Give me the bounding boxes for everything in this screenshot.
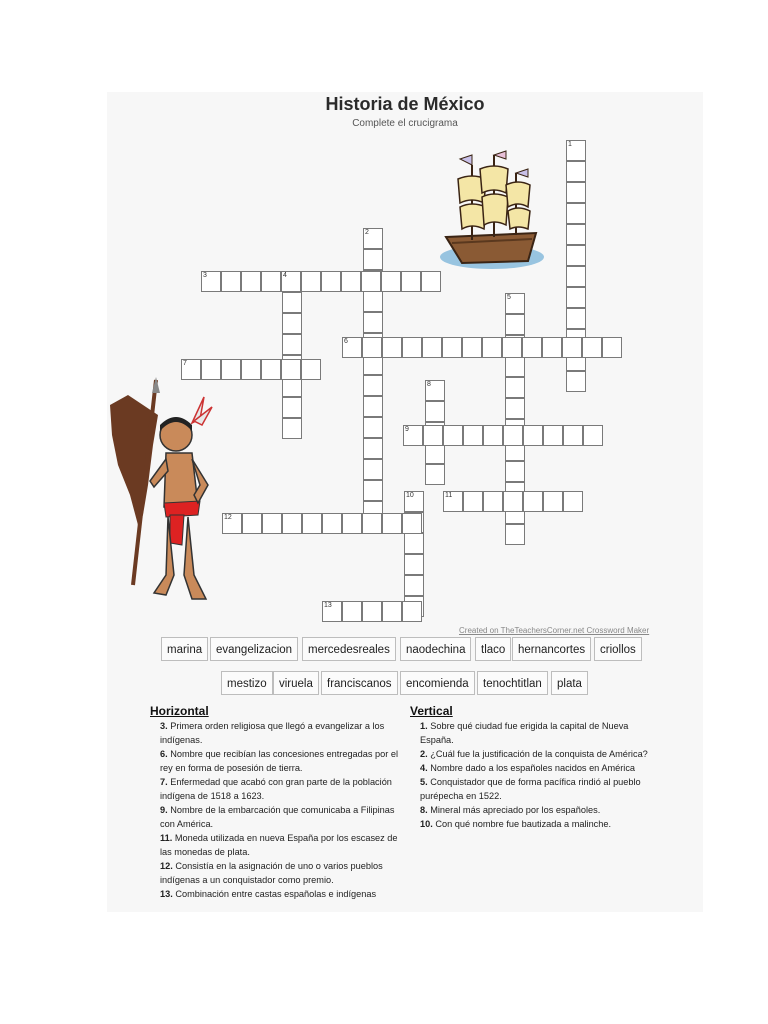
- clue-number: 2: [365, 229, 369, 236]
- cell[interactable]: [425, 443, 445, 464]
- cell[interactable]: [362, 337, 382, 358]
- clue-number: 8: [427, 381, 431, 388]
- cell[interactable]: [505, 461, 525, 482]
- cell[interactable]: [562, 337, 582, 358]
- cell[interactable]: [425, 464, 445, 485]
- cell[interactable]: [543, 491, 563, 512]
- cell[interactable]: [363, 480, 383, 501]
- cell[interactable]: [502, 337, 522, 358]
- clue-item: 2. ¿Cuál fue la justificación de la conquista de América?: [420, 749, 648, 759]
- cell[interactable]: [363, 396, 383, 417]
- word-bank-item: mestizo: [221, 671, 273, 695]
- cell[interactable]: [402, 601, 422, 622]
- cell[interactable]: [362, 601, 382, 622]
- word-bank-item: tlaco: [475, 637, 511, 661]
- vertical-heading: Vertical: [410, 704, 453, 718]
- cell[interactable]: [382, 513, 402, 534]
- cell[interactable]: [462, 337, 482, 358]
- vertical-clue-list: [420, 719, 660, 831]
- cell[interactable]: [282, 418, 302, 439]
- clue-item: 12. Consistía en la asignación de uno o varios pueblos indígenas a un conquistador como premio.: [160, 861, 383, 885]
- clue-item: 13. Combinación entre castas españolas e indígenas: [160, 889, 377, 899]
- cell[interactable]: [221, 271, 241, 292]
- word-bank-item: criollos: [594, 637, 642, 661]
- horizontal-heading: Horizontal: [150, 704, 209, 718]
- cell[interactable]: [363, 291, 383, 312]
- word-bank-item: encomienda: [400, 671, 475, 695]
- cell[interactable]: [505, 398, 525, 419]
- clue-item: 5. Conquistador que de forma pacífica rindió al pueblo purépecha en 1522.: [420, 777, 641, 801]
- cell[interactable]: [302, 513, 322, 534]
- cell[interactable]: [282, 334, 302, 355]
- word-bank-item: hernancortes: [512, 637, 591, 661]
- clue-item: 1. Sobre qué ciudad fue erigida la capital de Nueva España.: [420, 721, 629, 745]
- cell[interactable]: [341, 271, 361, 292]
- cell[interactable]: [363, 438, 383, 459]
- clue-item: 9. Nombre de la embarcación que comunicaba a Filipinas con América.: [160, 805, 395, 829]
- cell[interactable]: [463, 491, 483, 512]
- cell[interactable]: [281, 359, 301, 380]
- cell[interactable]: [483, 491, 503, 512]
- clue-item: 6. Nombre que recibían las concesiones entregadas por el rey en forma de posesión de tierra.: [160, 749, 399, 773]
- cell[interactable]: [301, 359, 321, 380]
- cell[interactable]: [282, 513, 302, 534]
- cell[interactable]: [583, 425, 603, 446]
- word-bank-item: evangelizacion: [210, 637, 298, 661]
- cell[interactable]: [523, 491, 543, 512]
- cell[interactable]: [382, 601, 402, 622]
- cell[interactable]: [363, 417, 383, 438]
- cell[interactable]: [361, 271, 381, 292]
- cell[interactable]: [282, 313, 302, 334]
- word-bank-item: viruela: [273, 671, 319, 695]
- cell[interactable]: [321, 271, 341, 292]
- page-title: Historia de México: [325, 94, 485, 114]
- cell[interactable]: [241, 359, 261, 380]
- clue-number: 3: [203, 272, 207, 279]
- cell[interactable]: [566, 224, 586, 245]
- cell[interactable]: [381, 271, 401, 292]
- clue-number: 12: [224, 514, 232, 521]
- cell[interactable]: [543, 425, 563, 446]
- cell[interactable]: [566, 287, 586, 308]
- cell[interactable]: [221, 359, 241, 380]
- cell[interactable]: [483, 425, 503, 446]
- cell[interactable]: [602, 337, 622, 358]
- credit-link[interactable]: Created on TheTeachersCorner.net Crossword Maker: [459, 626, 650, 635]
- cell[interactable]: [563, 425, 583, 446]
- cell[interactable]: [363, 312, 383, 333]
- clue-number: 13: [324, 602, 332, 609]
- clue-number: 4: [283, 272, 287, 279]
- clue-item: 10. Con qué nombre fue bautizada a malinche.: [420, 819, 612, 829]
- cell[interactable]: [201, 359, 221, 380]
- cell[interactable]: [425, 401, 445, 422]
- clue-number: 6: [344, 338, 348, 345]
- cell[interactable]: [443, 425, 463, 446]
- cell[interactable]: [363, 375, 383, 396]
- clue-item: 3. Primera orden religiosa que llegó a evangelizar a los indígenas.: [160, 721, 385, 745]
- cell[interactable]: [402, 337, 422, 358]
- cell[interactable]: [566, 203, 586, 224]
- clue-number: 9: [405, 426, 409, 433]
- cell[interactable]: [401, 271, 421, 292]
- clue-item: 4. Nombre dado a los españoles nacidos en América: [420, 763, 636, 773]
- word-bank-item: franciscanos: [321, 671, 398, 695]
- clue-number: 10: [406, 492, 414, 499]
- cell[interactable]: [404, 533, 424, 554]
- cell[interactable]: [282, 292, 302, 313]
- word-bank-item: naodechina: [400, 637, 471, 661]
- cell[interactable]: [362, 513, 382, 534]
- cell[interactable]: [505, 314, 525, 335]
- cell[interactable]: [503, 425, 523, 446]
- cell[interactable]: [482, 337, 502, 358]
- cell[interactable]: [563, 491, 583, 512]
- cell[interactable]: [241, 271, 261, 292]
- word-bank-item: marina: [161, 637, 208, 661]
- cell[interactable]: [566, 266, 586, 287]
- cell[interactable]: [463, 425, 483, 446]
- cell[interactable]: [566, 161, 586, 182]
- cell[interactable]: [505, 524, 525, 545]
- cell[interactable]: [503, 491, 523, 512]
- cell[interactable]: [261, 271, 281, 292]
- cell[interactable]: [363, 249, 383, 270]
- cell[interactable]: [322, 513, 342, 534]
- cell[interactable]: [505, 377, 525, 398]
- cell[interactable]: [505, 356, 525, 377]
- cell[interactable]: [342, 601, 362, 622]
- clue-item: 7. Enfermedad que acabó con gran parte de la población indígena de 1518 a 1623.: [160, 777, 392, 801]
- clue-number: 11: [445, 492, 453, 499]
- cell[interactable]: [262, 513, 282, 534]
- cell[interactable]: [582, 337, 602, 358]
- cell[interactable]: [423, 425, 443, 446]
- cell[interactable]: [566, 182, 586, 203]
- cell[interactable]: [522, 337, 542, 358]
- cell[interactable]: [402, 513, 422, 534]
- clue-number: 7: [183, 360, 187, 367]
- cell[interactable]: [442, 337, 462, 358]
- cell[interactable]: [422, 337, 442, 358]
- cell[interactable]: [242, 513, 262, 534]
- cell[interactable]: [342, 513, 362, 534]
- cell[interactable]: [382, 337, 402, 358]
- cell[interactable]: [363, 459, 383, 480]
- word-bank-item: tenochtitlan: [477, 671, 548, 695]
- cell[interactable]: [404, 575, 424, 596]
- page-subtitle: Complete el crucigrama: [352, 118, 458, 129]
- clue-number: 1: [568, 141, 572, 148]
- cell[interactable]: [566, 371, 586, 392]
- cell[interactable]: [566, 245, 586, 266]
- horizontal-clue-list: [160, 719, 400, 901]
- cell[interactable]: [523, 425, 543, 446]
- cell[interactable]: [282, 397, 302, 418]
- clue-item: 8. Mineral más apreciado por los españoles.: [420, 805, 601, 815]
- word-bank-item: plata: [551, 671, 588, 695]
- cell[interactable]: [421, 271, 441, 292]
- cell[interactable]: [404, 554, 424, 575]
- cell[interactable]: [542, 337, 562, 358]
- cell[interactable]: [261, 359, 281, 380]
- clue-item: 11. Moneda utilizada en nueva España por los escasez de las monedas de plata.: [160, 833, 398, 857]
- word-bank-item: mercedesreales: [302, 637, 396, 661]
- clue-number: 5: [507, 294, 511, 301]
- cell[interactable]: [566, 308, 586, 329]
- cell[interactable]: [301, 271, 321, 292]
